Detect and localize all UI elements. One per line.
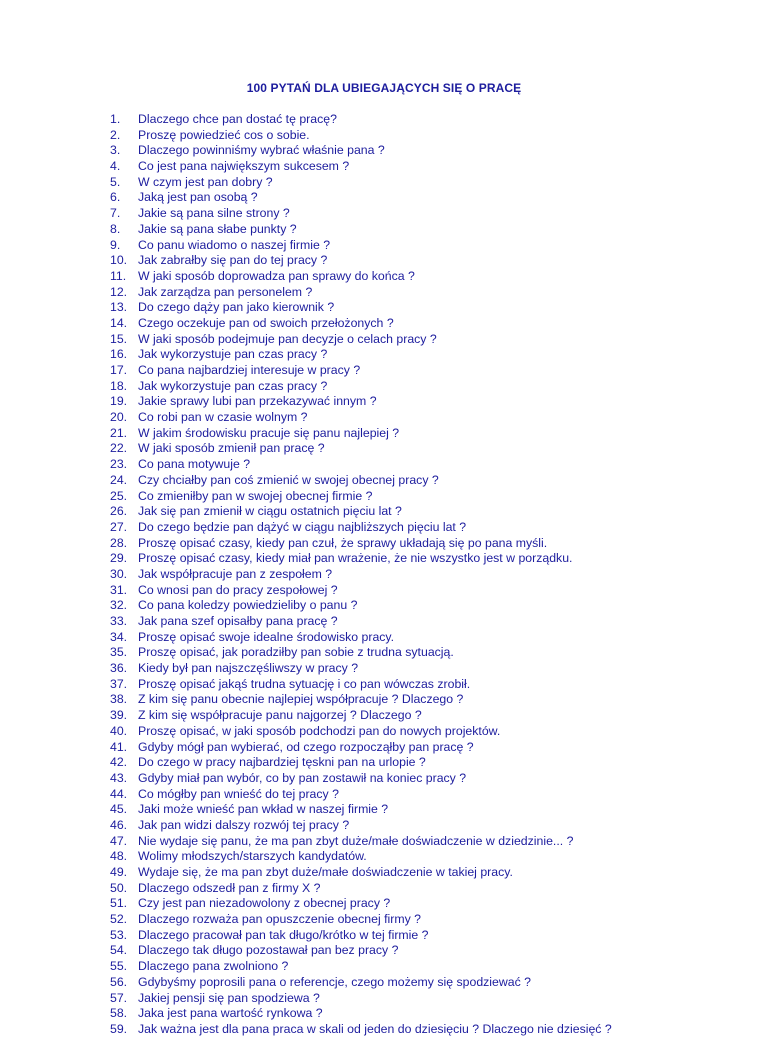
- question-number: 55.: [110, 959, 128, 974]
- question-text: Co jest pana największym sukcesem ?: [138, 159, 350, 174]
- question-number: 36.: [110, 661, 128, 676]
- question-text: Jak pana szef opisałby pana pracę ?: [138, 614, 338, 628]
- question-text: Jakie są pana silne strony ?: [138, 206, 290, 221]
- question-item: [110, 755, 612, 771]
- question-text: Dlaczego pana zwolniono ?: [138, 959, 289, 974]
- question-number: 35.: [110, 645, 128, 660]
- question-item: [110, 426, 612, 442]
- document-title: 100 PYTAŃ DLA UBIEGAJĄCYCH SIĘ O PRACĘ: [246, 81, 522, 95]
- question-text: Czy chciałby pan coś zmienić w swojej obecnej pracy ?: [138, 472, 439, 487]
- question-item: [110, 206, 612, 222]
- question-item: [110, 489, 612, 505]
- question-item: [110, 692, 612, 708]
- question-number: 45.: [110, 802, 128, 817]
- question-text: Jak pan widzi dalszy rozwój tej pracy ?: [138, 817, 350, 832]
- question-item: [110, 190, 612, 206]
- question-text: Dlaczego tak długo pozostawał pan bez pracy ?: [138, 943, 399, 958]
- question-item: [110, 849, 612, 865]
- question-number: 6.: [110, 190, 121, 205]
- question-item: [110, 614, 612, 630]
- question-text: Do czego dąży pan jako kierownik ?: [138, 300, 335, 315]
- question-item: [110, 975, 612, 991]
- question-number: 43.: [110, 770, 128, 785]
- question-number: 20.: [110, 410, 128, 425]
- question-text: Gdyby miał pan wybór, co by pan zostawił na koniec pracy ?: [138, 770, 467, 785]
- question-item: [110, 943, 612, 959]
- question-number: 33.: [110, 614, 128, 628]
- question-number: 53.: [110, 927, 128, 942]
- question-text: Jak współpracuje pan z zespołem ?: [138, 566, 333, 581]
- question-number: 58.: [110, 1006, 128, 1021]
- question-text: Jakie sprawy lubi pan przekazywać innym ?: [138, 394, 377, 409]
- question-text: Dlaczego rozważa pan opuszczenie obecnej firmy ?: [138, 912, 421, 927]
- question-number: 15.: [110, 331, 128, 346]
- question-item: [110, 740, 612, 756]
- question-text: Jak zarządza pan personelem ?: [138, 284, 313, 299]
- question-item: [110, 504, 612, 520]
- question-item: [110, 285, 612, 301]
- question-text: Co zmieniłby pan w swojej obecnej firmie ?: [138, 488, 373, 503]
- question-number: 34.: [110, 629, 128, 644]
- question-number: 18.: [110, 378, 128, 393]
- question-number: 22.: [110, 441, 128, 456]
- question-item: [110, 771, 612, 787]
- question-text: Kiedy był pan najszczęśliwszy w pracy ?: [138, 661, 359, 676]
- question-item: [110, 677, 612, 693]
- question-item: [110, 598, 612, 614]
- question-text: Dlaczego powinniśmy wybrać właśnie pana ?: [138, 143, 385, 158]
- question-text: W jaki sposób doprowadza pan sprawy do końca ?: [138, 268, 415, 283]
- question-item: [110, 1022, 612, 1038]
- question-text: Proszę opisać swoje idealne środowisko pracy.: [138, 629, 395, 644]
- question-item: [110, 787, 612, 803]
- question-item: [110, 363, 612, 379]
- question-item: [110, 175, 612, 191]
- question-item: [110, 865, 612, 881]
- question-text: W jakim środowisku pracuje się panu najlepiej ?: [138, 425, 400, 440]
- question-number: 7.: [110, 206, 121, 221]
- question-item: [110, 959, 612, 975]
- question-number: 31.: [110, 582, 128, 597]
- question-text: Jaka jest pana wartość rynkowa ?: [138, 1006, 323, 1021]
- question-number: 2.: [110, 127, 121, 142]
- question-text: Proszę opisać, jak poradziłby pan sobie z trudna sytuacją.: [138, 645, 454, 660]
- question-item: [110, 708, 612, 724]
- question-number: 59.: [110, 1021, 128, 1036]
- question-text: Do czego w pracy najbardziej tęskni pan na urlopie ?: [138, 755, 426, 770]
- question-item: [110, 441, 612, 457]
- question-number: 28.: [110, 535, 128, 550]
- question-text: Wolimy młodszych/starszych kandydatów.: [138, 849, 367, 864]
- question-item: [110, 457, 612, 473]
- question-number: 48.: [110, 849, 128, 864]
- question-item: [110, 724, 612, 740]
- question-text: Z kim się panu obecnie najlepiej współpracuje ? Dlaczego ?: [138, 692, 464, 707]
- question-item: [110, 128, 612, 144]
- question-text: Gdybyśmy poprosili pana o referencje, czego możemy się spodziewać ?: [138, 974, 532, 989]
- question-number: 4.: [110, 159, 121, 174]
- question-item: [110, 410, 612, 426]
- question-item: [110, 536, 612, 552]
- question-number: 38.: [110, 692, 128, 707]
- question-text: Wydaje się, że ma pan zbyt duże/małe doświadczenie w takiej pracy.: [138, 865, 513, 879]
- question-number: 47.: [110, 833, 128, 848]
- question-number: 23.: [110, 457, 128, 472]
- question-text: Czego oczekuje pan od swoich przełożonych ?: [138, 315, 394, 330]
- question-text: Jak zabrałby się pan do tej pracy ?: [138, 253, 328, 268]
- question-item: [110, 881, 612, 897]
- question-item: [110, 818, 612, 834]
- question-text: Co wnosi pan do pracy zespołowej ?: [138, 582, 338, 597]
- question-text: Z kim się współpracuje panu najgorzej ? Dlaczego ?: [138, 708, 422, 723]
- question-number: 24.: [110, 472, 128, 487]
- question-item: [110, 112, 612, 128]
- question-number: 21.: [110, 425, 128, 440]
- question-text: Co pana koledzy powiedzieliby o panu ?: [138, 598, 358, 613]
- question-number: 3.: [110, 143, 121, 158]
- question-text: Proszę opisać czasy, kiedy pan czuł, że sprawy układają się po pana myśli.: [138, 535, 548, 550]
- question-item: [110, 661, 612, 677]
- question-text: Gdyby mógł pan wybierać, od czego rozpocząłby pan pracę ?: [138, 739, 474, 754]
- question-item: [110, 269, 612, 285]
- question-item: [110, 1006, 612, 1022]
- question-item: [110, 583, 612, 599]
- question-number: 41.: [110, 739, 128, 754]
- question-text: Nie wydaje się panu, że ma pan zbyt duże/małe doświadczenie w dziedzinie... ?: [138, 833, 574, 848]
- question-item: [110, 379, 612, 395]
- question-number: 46.: [110, 817, 128, 832]
- question-item: [110, 300, 612, 316]
- question-item: [110, 928, 612, 944]
- question-text: Czy jest pan niezadowolony z obecnej pracy ?: [138, 896, 391, 911]
- question-number: 30.: [110, 566, 128, 581]
- question-item: [110, 802, 612, 818]
- question-text: W jaki sposób zmienił pan pracę ?: [138, 441, 325, 456]
- question-number: 16.: [110, 347, 128, 362]
- question-number: 27.: [110, 519, 128, 534]
- question-item: [110, 253, 612, 269]
- question-item: [110, 159, 612, 175]
- question-number: 11.: [110, 268, 127, 283]
- question-item: [110, 316, 612, 332]
- question-number: 8.: [110, 221, 121, 236]
- question-text: Co pana najbardziej interesuje w pracy ?: [138, 363, 361, 377]
- question-number: 40.: [110, 723, 128, 738]
- question-number: 50.: [110, 880, 128, 895]
- question-number: 10.: [110, 253, 128, 268]
- question-text: W jaki sposób podejmuje pan decyzje o celach pracy ?: [138, 331, 437, 346]
- question-item: [110, 896, 612, 912]
- question-item: [110, 991, 612, 1007]
- question-number: 19.: [110, 394, 128, 409]
- question-text: Jaki może wnieść pan wkład w naszej firmie ?: [138, 802, 389, 817]
- question-text: Co panu wiadomo o naszej firmie ?: [138, 237, 331, 252]
- question-text: Co robi pan w czasie wolnym ?: [138, 410, 308, 425]
- question-text: Jaką jest pan osobą ?: [138, 190, 258, 205]
- question-number: 32.: [110, 598, 128, 613]
- question-item: [110, 834, 612, 850]
- question-number: 29.: [110, 551, 128, 566]
- question-item: [110, 912, 612, 928]
- question-number: 37.: [110, 676, 128, 691]
- question-item: [110, 645, 612, 661]
- question-text: Proszę opisać czasy, kiedy miał pan wrażenie, że nie wszystko jest w porządku.: [138, 551, 573, 566]
- question-item: [110, 551, 612, 567]
- question-text: Co mógłby pan wnieść do tej pracy ?: [138, 786, 339, 801]
- question-text: Do czego będzie pan dążyć w ciągu najbliższych pięciu lat ?: [138, 519, 467, 534]
- question-item: [110, 238, 612, 254]
- question-item: [110, 222, 612, 238]
- question-item: [110, 143, 612, 159]
- question-number: 26.: [110, 504, 128, 519]
- question-item: [110, 630, 612, 646]
- question-number: 44.: [110, 786, 128, 801]
- question-number: 12.: [110, 284, 128, 299]
- question-number: 54.: [110, 943, 128, 958]
- question-number: 42.: [110, 755, 128, 770]
- question-text: W czym jest pan dobry ?: [138, 174, 273, 189]
- question-text: Co pana motywuje ?: [138, 457, 251, 472]
- question-number: 17.: [110, 363, 128, 377]
- question-item: [110, 473, 612, 489]
- question-item: [110, 394, 612, 410]
- question-text: Dlaczego chce pan dostać tę pracę?: [138, 112, 337, 126]
- question-text: Jakie są pana słabe punkty ?: [138, 221, 297, 236]
- question-text: Dlaczego pracował pan tak długo/krótko w tej firmie ?: [138, 927, 429, 942]
- question-text: Dlaczego odszedł pan z firmy X ?: [138, 880, 321, 895]
- question-number: 1.: [110, 112, 121, 126]
- question-number: 51.: [110, 896, 128, 911]
- question-number: 39.: [110, 708, 128, 723]
- question-text: Proszę opisać, w jaki sposób podchodzi pan do nowych projektów.: [138, 723, 501, 738]
- question-number: 13.: [110, 300, 128, 315]
- question-number: 9.: [110, 237, 121, 252]
- question-item: [110, 567, 612, 583]
- question-number: 49.: [110, 865, 128, 879]
- question-number: 14.: [110, 315, 128, 330]
- question-list: [110, 112, 612, 1038]
- question-number: 25.: [110, 488, 128, 503]
- question-text: Proszę powiedzieć cos o sobie.: [138, 127, 310, 142]
- question-item: [110, 347, 612, 363]
- question-item: [110, 332, 612, 348]
- question-text: Jak ważna jest dla pana praca w skali od jeden do dziesięciu ? Dlaczego nie dziesięć ?: [138, 1021, 612, 1036]
- question-number: 56.: [110, 974, 128, 989]
- question-text: Jak się pan zmienił w ciągu ostatnich pięciu lat ?: [138, 504, 402, 519]
- question-text: Jakiej pensji się pan spodziewa ?: [138, 990, 320, 1005]
- question-text: Jak wykorzystuje pan czas pracy ?: [138, 378, 328, 393]
- question-number: 57.: [110, 990, 128, 1005]
- question-item: [110, 520, 612, 536]
- question-text: Proszę opisać jakąś trudna sytuację i co pan wówczas zrobił.: [138, 676, 471, 691]
- question-number: 5.: [110, 174, 121, 189]
- question-number: 52.: [110, 912, 128, 927]
- question-text: Jak wykorzystuje pan czas pracy ?: [138, 347, 328, 362]
